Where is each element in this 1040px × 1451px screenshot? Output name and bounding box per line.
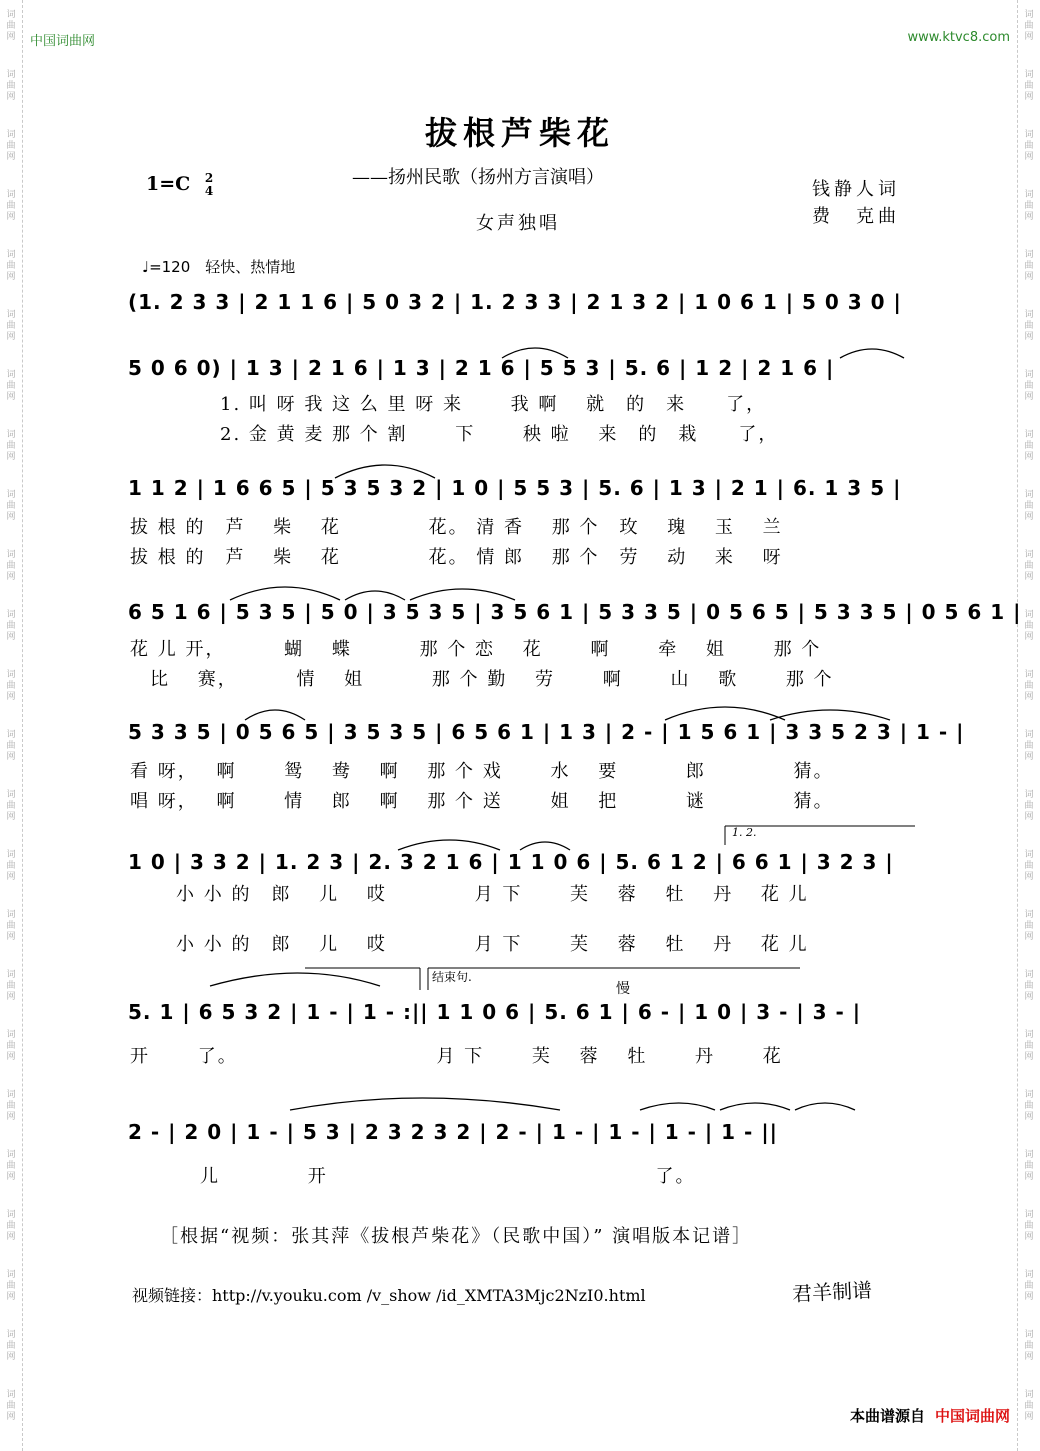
slur: [245, 710, 305, 720]
left-watermark-strip: [0, 0, 23, 1451]
song-title: 拔根芦柴花: [424, 114, 615, 152]
footer-site-name[interactable]: 中国词曲网: [934, 1407, 1010, 1425]
notes-line: 1 1 2 | 1 6 6 5 | 5 3 5 3 2 | 1 0 | 5 5 3 | 5. 6 | 1 3 | 2 1 | 6. 1 3 5 |: [128, 476, 902, 500]
slur: [795, 1103, 855, 1110]
watermark-text: 词 曲 网: [1024, 130, 1034, 162]
watermark-text: 词 曲 网: [1024, 670, 1034, 702]
header-site-url[interactable]: www.ktvc8.com: [907, 30, 1010, 45]
footer-source-prefix: 本曲谱源自: [849, 1407, 925, 1425]
watermark-text: 词 曲 网: [6, 1030, 16, 1062]
watermark-text: 词 曲 网: [6, 310, 16, 342]
notes-line: 2 - | 2 0 | 1 - | 5 3 | 2 3 2 3 2 | 2 - | 1 - | 1 - | 1 - | 1 - ||: [128, 1120, 778, 1144]
slur: [345, 591, 405, 600]
watermark-text: 词 曲 网: [1024, 910, 1034, 942]
watermark-text: 词 曲 网: [1024, 730, 1034, 762]
watermark-text: 词 曲 网: [6, 190, 16, 222]
slur: [720, 1103, 790, 1110]
footer-source: [850, 1405, 1010, 1426]
watermark-text: 词 曲 网: [1024, 370, 1034, 402]
slur: [410, 589, 515, 600]
watermark-text: 词 曲 网: [6, 130, 16, 162]
notes-line: 1 0 | 3 3 2 | 1. 2 3 | 2. 3 2 1 6 | 1 1 0 6 | 5. 6 1 2 | 6 6 1 | 3 2 3 |: [128, 850, 894, 874]
watermark-text: 词 曲 网: [6, 1390, 16, 1422]
lyric-verse-2: 拔 根 的 芦 柴 花 花。 情 郎 那 个 劳 动 来 呀: [130, 547, 783, 568]
watermark-text: 词 曲 网: [6, 250, 16, 282]
watermark-text: 词 曲 网: [6, 1150, 16, 1182]
watermark-text: 词 曲 网: [1024, 190, 1034, 222]
tempo-marking: ♩=120 轻快、热情地: [142, 258, 296, 276]
watermark-text: 词 曲 网: [6, 850, 16, 882]
watermark-text: 词 曲 网: [6, 490, 16, 522]
notes-line: 5. 1 | 6 5 3 2 | 1 - | 1 - :|| 1 1 0 6 | 5. 6 1 | 6 - | 1 0 | 3 - | 3 - |: [128, 1000, 862, 1024]
key-signature: [146, 172, 213, 198]
watermark-text: 词 曲 网: [1024, 10, 1034, 42]
watermark-text: 词 曲 网: [1024, 1390, 1034, 1422]
lyric-verse-1: 开 了。 月 下 芙 蓉 牡 丹 花: [130, 1046, 783, 1067]
watermark-text: 词 曲 网: [6, 1090, 16, 1122]
subtitle: ——扬州民歌（扬州方言演唱）: [352, 167, 604, 188]
watermark-text: 词 曲 网: [6, 430, 16, 462]
notes-line: (1. 2 3 3 | 2 1 1 6 | 5 0 3 2 | 1. 2 3 3 | 2 1 3 2 | 1 0 6 1 | 5 0 3 0 |: [128, 290, 902, 314]
right-watermark-strip: [1017, 0, 1040, 1451]
watermark-text: 词 曲 网: [1024, 1030, 1034, 1062]
score-system-8: [128, 1120, 920, 1164]
watermark-text: 词 曲 网: [1024, 1090, 1034, 1122]
watermark-text: 词 曲 网: [6, 670, 16, 702]
key-label: 1=C: [146, 173, 191, 195]
watermark-text: 词 曲 网: [1024, 790, 1034, 822]
watermark-text: 词 曲 网: [6, 370, 16, 402]
watermark-text: 词 曲 网: [1024, 430, 1034, 462]
lyricist-credit: 钱静人词: [812, 179, 900, 200]
lyric-verse-1: 1. 叫 呀 我 这 么 里 呀 来 我 啊 就 的 来 了，: [220, 394, 767, 415]
notes-line: 5 3 3 5 | 0 5 6 5 | 3 5 3 5 | 6 5 6 1 | 1 3 | 2 - | 1 5 6 1 | 3 3 5 2 3 | 1 - |: [128, 720, 965, 744]
transcriber-signature: 君羊制谱: [791, 1277, 873, 1307]
slur: [230, 587, 340, 600]
coda-label: 结束句.: [432, 970, 472, 984]
watermark-text: 词 曲 网: [6, 1210, 16, 1242]
slur: [665, 707, 785, 720]
lyric-verse-1: 拔 根 的 芦 柴 花 花。 清 香 那 个 玫 瑰 玉 兰: [130, 517, 783, 538]
time-signature: [205, 172, 213, 198]
voice-type: 女声独唱: [476, 213, 560, 234]
header-site-name[interactable]: 中国词曲网: [30, 34, 96, 49]
watermark-text: 词 曲 网: [1024, 970, 1034, 1002]
source-note: ［根据“视频：张其萍《拔根芦柴花》（民歌中国）” 演唱版本记谱］: [160, 1226, 753, 1247]
watermark-text: 词 曲 网: [6, 730, 16, 762]
lyric-verse-2: 唱 呀， 啊 情 郎 啊 那 个 送 姐 把 谜 猜。: [130, 791, 834, 812]
lyric-verse-2: 2. 金 黄 麦 那 个 割 下 秧 啦 来 的 栽 了，: [220, 424, 779, 445]
watermark-text: 词 曲 网: [6, 550, 16, 582]
watermark-text: 词 曲 网: [1024, 490, 1034, 522]
slur: [398, 840, 500, 850]
watermark-text: 词 曲 网: [1024, 1270, 1034, 1302]
slur: [640, 1103, 715, 1110]
watermark-text: 词 曲 网: [1024, 250, 1034, 282]
watermark-text: 词 曲 网: [1024, 850, 1034, 882]
slur: [210, 973, 380, 986]
watermark-text: 词 曲 网: [6, 910, 16, 942]
notes-line: 6 5 1 6 | 5 3 5 | 5 0 | 3 5 3 5 | 3 5 6 1 | 5 3 3 5 | 0 5 6 5 | 5 3 3 5 | 0 5 6 1 |: [128, 600, 1022, 624]
watermark-text: 词 曲 网: [1024, 1330, 1034, 1362]
watermark-text: 词 曲 网: [6, 10, 16, 42]
video-link[interactable]: 视频链接：http://v.youku.com /v_show /id_XMTA3Mjc2NzI0.html: [132, 1286, 646, 1305]
watermark-text: 词 曲 网: [1024, 310, 1034, 342]
score-system-1: [128, 290, 920, 334]
watermark-text: 词 曲 网: [1024, 1150, 1034, 1182]
slur: [520, 842, 570, 850]
lyric-verse-1: 小 小 的 郎 儿 哎 月 下 芙 蓉 牡 丹 花 儿: [176, 884, 809, 905]
slow-marking: 慢: [616, 981, 630, 997]
composer-credit: 费 克曲: [812, 206, 900, 227]
time-bottom: 4: [204, 184, 214, 198]
watermark-text: 词 曲 网: [1024, 1210, 1034, 1242]
lyric-verse-1: 儿 开 了。: [200, 1166, 696, 1187]
slur: [290, 1098, 560, 1110]
score-system-7: [128, 1000, 920, 1044]
time-top: 2: [204, 171, 214, 185]
lyric-verse-2: 比 赛， 情 姐 那 个 勤 劳 啊 山 歌 那 个: [130, 669, 834, 690]
slur: [770, 710, 890, 720]
notes-line: 5 0 6 0) | 1 3 | 2 1 6 | 1 3 | 2 1 6 | 5 5 3 | 5. 6 | 1 2 | 2 1 6 |: [128, 356, 835, 380]
volta-label: 1. 2.: [732, 826, 757, 839]
lyric-verse-1: 花 儿 开， 蝴 蝶 那 个 恋 花 啊 牵 姐 那 个: [130, 639, 822, 660]
lyric-verse-2: 小 小 的 郎 儿 哎 月 下 芙 蓉 牡 丹 花 儿: [176, 934, 809, 955]
watermark-text: 词 曲 网: [6, 70, 16, 102]
watermark-text: 词 曲 网: [6, 790, 16, 822]
watermark-text: 词 曲 网: [6, 1330, 16, 1362]
watermark-text: 词 曲 网: [6, 610, 16, 642]
lyric-verse-1: 看 呀， 啊 鸳 鸯 啊 那 个 戏 水 要 郎 猜。: [130, 761, 834, 782]
watermark-text: 词 曲 网: [1024, 70, 1034, 102]
watermark-text: 词 曲 网: [1024, 610, 1034, 642]
watermark-text: 词 曲 网: [1024, 550, 1034, 582]
watermark-text: 词 曲 网: [6, 970, 16, 1002]
watermark-text: 词 曲 网: [6, 1270, 16, 1302]
